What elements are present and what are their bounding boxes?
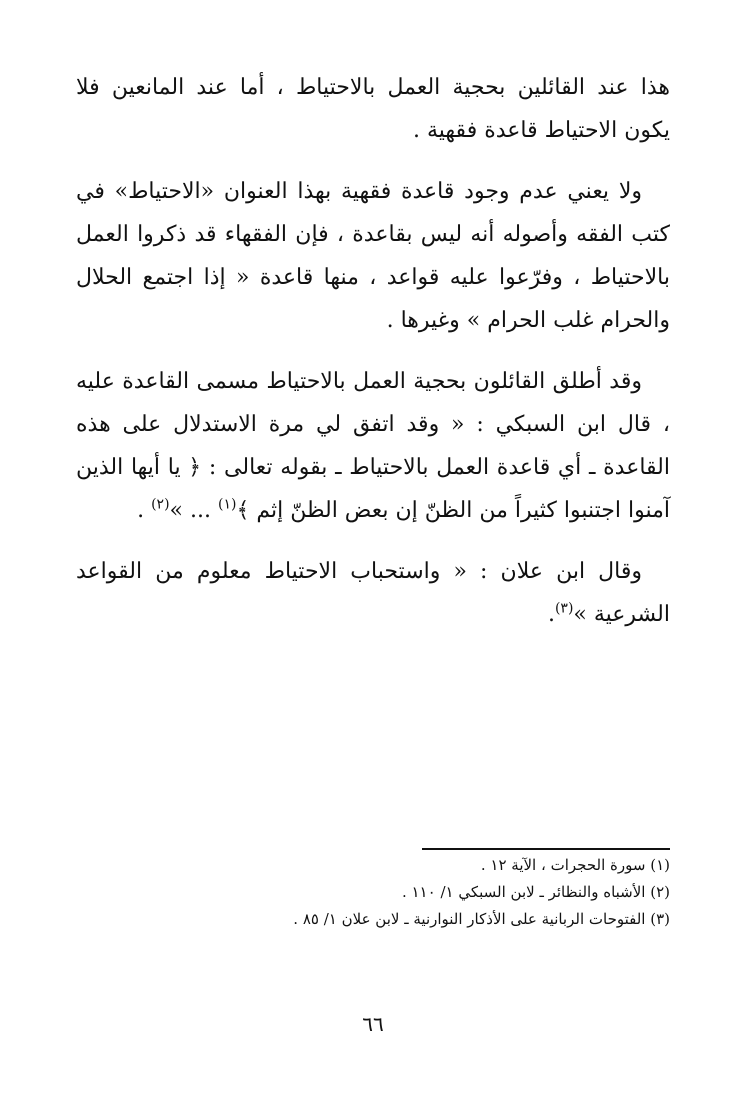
footnote-ref-3: (٣) [554, 600, 574, 617]
footnote-1: (١) سورة الحجرات ، الآية ١٢ . [480, 856, 670, 874]
paragraph-3-text: وقد أطلق القائلون بحجية العمل بالاحتياط مسمى القاعدة عليه ، قال ابن السبكي : « وقد اتفق لي مرة الاستدلال على هذه القاعدة ـ أي قاعدة العمل بالاحتياط ـ بقوله تعالى : ﴿ يا أيها الذين آمنوا اجتنبوا كثيراً من الظنّ إن بعض الظنّ إثم ﴾ [76, 369, 671, 523]
paragraph-3-tail: ... » [169, 498, 218, 523]
footnote-ref-1: (١) [217, 496, 237, 513]
footnote-2: (٢) الأشباه والنظائر ـ لابن السبكي ١/ ١١٠ . [401, 883, 670, 901]
paragraph-3-end: . [137, 498, 152, 523]
page-number: ٦٦ [362, 1012, 384, 1036]
paragraph-4-end: . [547, 602, 555, 627]
footnote-ref-2: (٢) [151, 496, 170, 513]
paragraph-2-text: ولا يعني عدم وجود قاعدة فقهية بهذا العنوان «الاحتياط» في كتب الفقه وأصوله أنه ليس بقاعدة ، فإن الفقهاء قد ذكروا العمل بالاحتياط ، وفرّعوا عليه قواعد ، منها قاعدة « إذا اجتمع الحلال والحرام غلب الحرام » وغيرها . [76, 179, 670, 333]
footnote-3: (٣) الفتوحات الربانية على الأذكار النوارنية ـ لابن علان ١/ ٨٥ . [293, 910, 670, 928]
paragraph-1-text: هذا عند القائلين بحجية العمل بالاحتياط ، أما عند المانعين فلا يكون الاحتياط قاعدة فقهية . [76, 75, 670, 143]
footnotes [110, 852, 670, 933]
paragraph-2 [76, 170, 670, 342]
footnote-separator [422, 848, 670, 850]
paragraph-4 [76, 550, 670, 636]
main-text [76, 66, 670, 654]
paragraph-4-text: وقال ابن علان : « واستحباب الاحتياط معلوم من القواعد الشرعية » [76, 559, 670, 627]
paragraph-3 [76, 360, 670, 532]
paragraph-1 [76, 66, 670, 152]
